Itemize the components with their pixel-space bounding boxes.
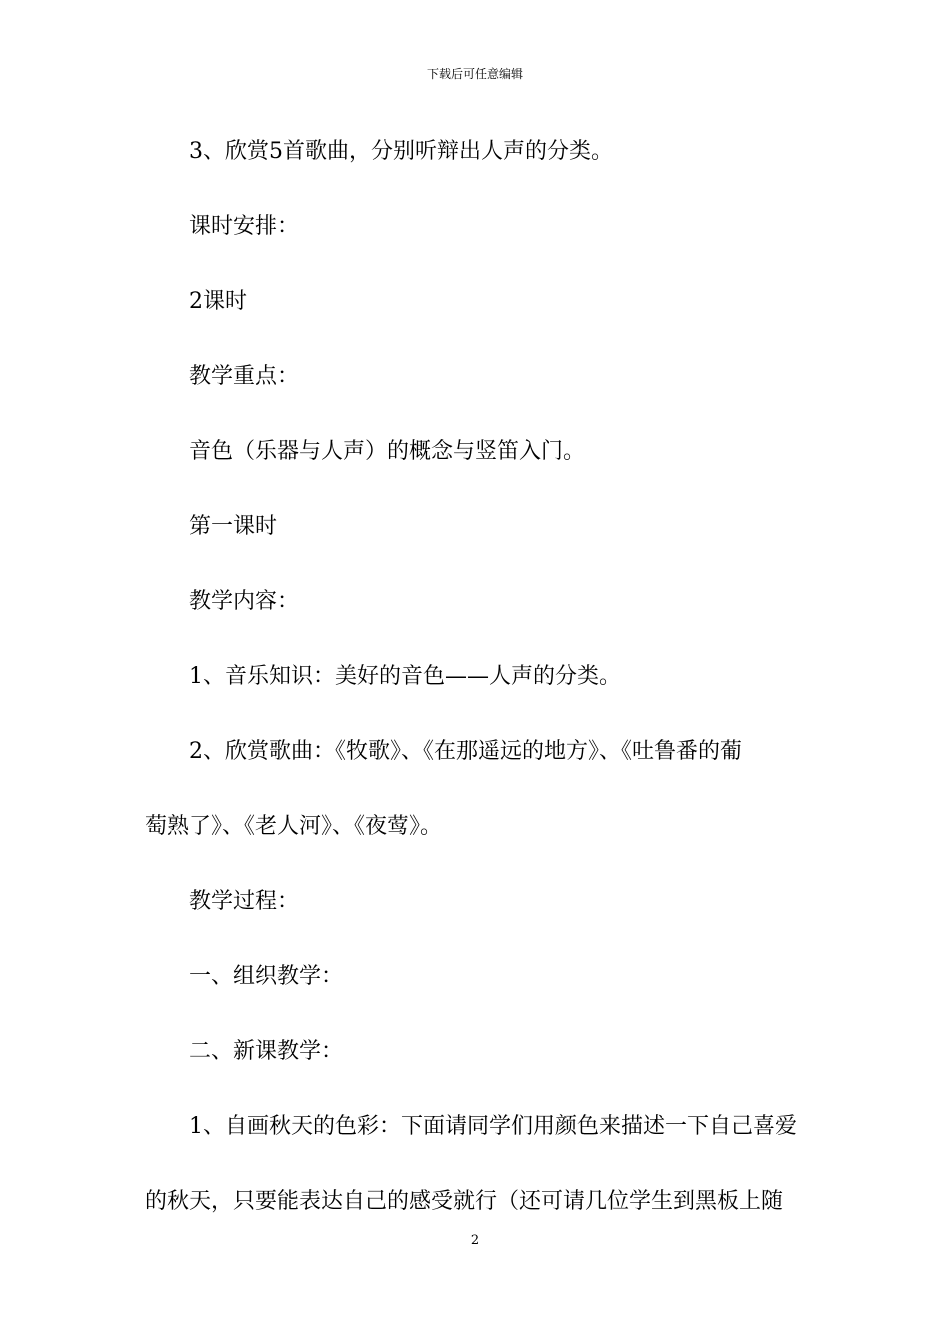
paragraph-organize: 一、组织教学： [189, 964, 344, 989]
paragraph-autumn-line2: 的秋天，只要能表达自己的感受就行（还可请几位学生到黑板上随 [145, 1189, 784, 1214]
paragraph-appreciate-songs: 3、欣赏5首歌曲，分别听辩出人声的分类。 [189, 139, 613, 164]
paragraph-songs-line2: 萄熟了》、《老人河》、《夜莺》。 [145, 814, 443, 839]
paragraph-key-points-heading: 教学重点： [189, 364, 300, 389]
paragraph-autumn-line1: 1、自画秋天的色彩：下面请同学们用颜色来描述一下自己喜爱 [189, 1114, 797, 1139]
paragraph-first-lesson: 第一课时 [189, 514, 278, 539]
page-number: 2 [470, 1233, 480, 1248]
paragraph-schedule-value: 2课时 [189, 289, 247, 314]
page-header: 下载后可任意编辑 [426, 67, 523, 81]
paragraph-new-lesson: 二、新课教学： [189, 1039, 344, 1064]
paragraph-songs-line1: 2、欣赏歌曲：《牧歌》、《在那遥远的地方》、《吐鲁番的葡 [189, 739, 742, 764]
paragraph-process-heading: 教学过程： [189, 889, 300, 914]
paragraph-key-points-value: 音色（乐器与人声）的概念与竖笛入门。 [189, 439, 586, 464]
paragraph-music-knowledge: 1、音乐知识：美好的音色——人声的分类。 [189, 664, 621, 689]
paragraph-content-heading: 教学内容： [189, 589, 300, 614]
paragraph-schedule-heading: 课时安排： [189, 214, 300, 239]
